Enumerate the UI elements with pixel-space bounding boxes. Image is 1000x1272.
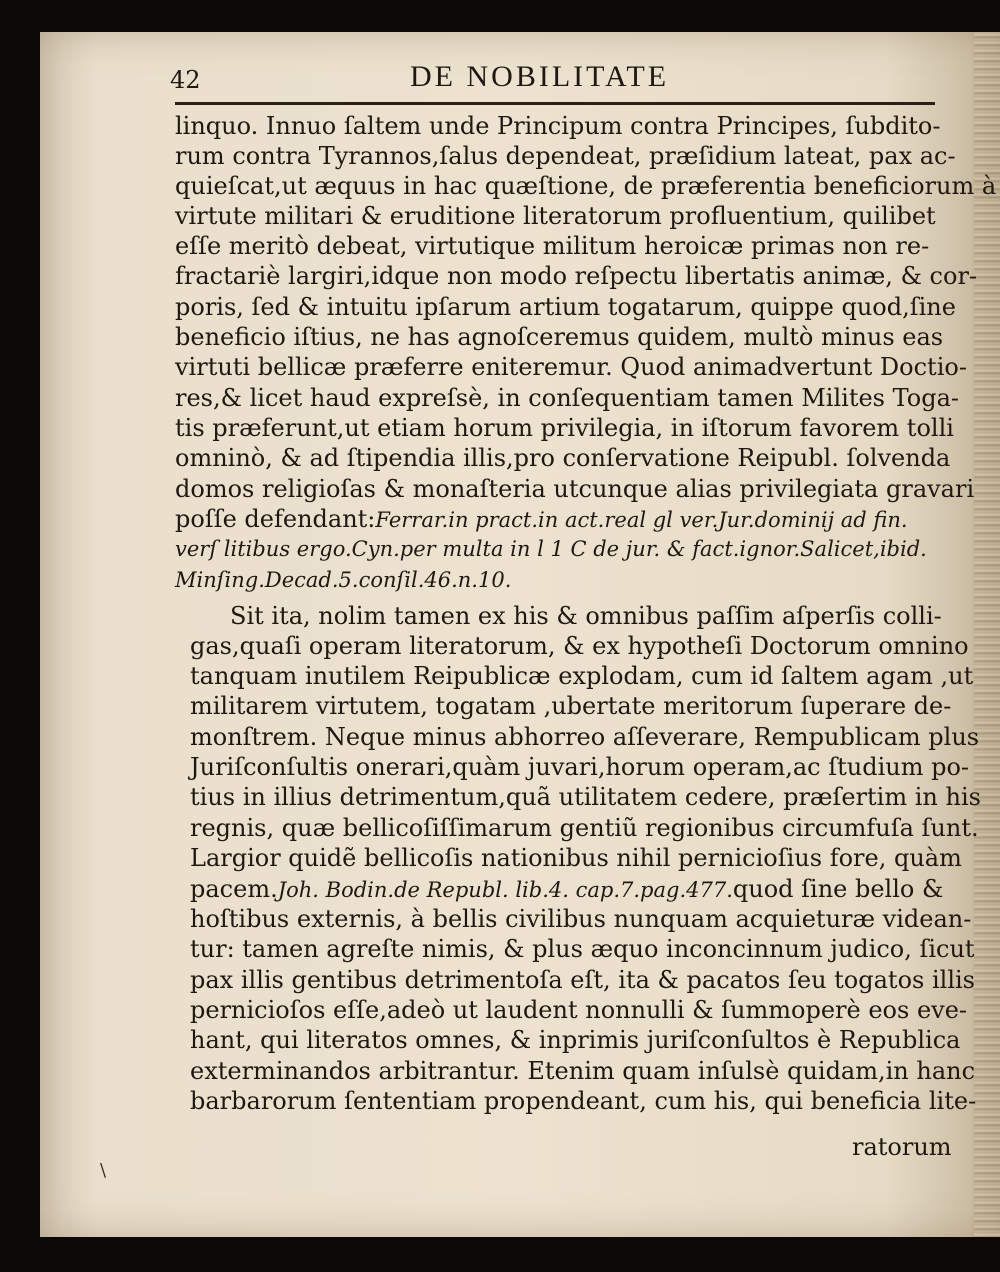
text-line: tur: tamen agreſte nimis, & plus æquo inconcinnum judico, ſicut <box>190 935 975 963</box>
text-segment: quod ſine bello & <box>732 875 944 903</box>
text-segment: poſſe defendant: <box>175 505 376 533</box>
page-number: 42 <box>170 66 201 94</box>
margin-mark: \ <box>100 1160 107 1181</box>
text-line: eſſe meritò debeat, virtutique militum heroicæ primas non re- <box>175 232 930 260</box>
text-line: pernicioſos eſſe,adeò ut laudent nonnulli & ſummoperè eos eve- <box>190 996 968 1024</box>
text-line: quieſcat,ut æquus in hac quæſtione, de præferentia beneficiorum à <box>175 172 997 200</box>
text-line: regnis, quæ bellicoſiſſimarum gentiũ regionibus circumfuſa ſunt. <box>190 814 979 842</box>
text-line: monſtrem. Neque minus abhorreo aſſeverare, Rempublicam plus <box>190 723 980 751</box>
text-line: pax illis gentibus detrimentoſa eſt, ita & pacatos ſeu togatos illis <box>190 966 975 994</box>
citation-line: Minſing.Decad.5.conſil.46.n.10. <box>175 568 512 592</box>
citation-line: verſ litibus ergo.Cyn.per multa in l 1 C de jur. & fact.ignor.Salicet,ibid. <box>175 537 927 561</box>
text-line: omninò, & ad ſtipendia illis,pro conſervatione Reipubl. ſolvenda <box>175 444 951 472</box>
text-line: hant, qui literatos omnes, & inprimis juriſconſultos è Republica <box>190 1026 961 1054</box>
text-line: virtuti bellicæ præferre eniteremur. Quod animadvertunt Doctio- <box>175 353 967 381</box>
text-line: hoſtibus externis, à bellis civilibus nunquam acquieturæ videan- <box>190 905 972 933</box>
text-line: Sit ita, nolim tamen ex his & omnibus paſſim aſperſis colli- <box>230 602 942 630</box>
text-line: gas,quaſi operam literatorum, & ex hypotheſi Doctorum omnino <box>190 632 969 660</box>
text-line: tius in illius detrimentum,quã utilitatem cedere, præſertim in his <box>190 783 981 811</box>
citation-italic: Ferrar.in pract.in act.real gl ver.Jur.dominij ad fin. <box>375 508 908 532</box>
text-line: exterminandos arbitrantur. Etenim quam inſulsè quidam,in hanc <box>190 1057 976 1085</box>
text-line: tanquam inutilem Reipublicæ explodam, cum id ſaltem agam ,ut <box>190 662 974 690</box>
text-line <box>175 505 908 534</box>
text-line: Largior quidẽ bellicoſis nationibus nihil pernicioſius fore, quàm <box>190 844 962 872</box>
text-line: fractariè largiri,idque non modo reſpectu libertatis animæ, & cor- <box>175 262 978 290</box>
citation-italic: Joh. Bodin.de Republ. lib.4. cap.7.pag.477. <box>277 878 733 902</box>
body-text <box>40 32 1000 1237</box>
catchword: ratorum <box>852 1133 952 1161</box>
text-line: rum contra Tyrannos,ſalus dependeat, præſidium lateat, pax ac- <box>175 142 956 170</box>
text-segment: pacem. <box>190 875 278 903</box>
text-line: res,& licet haud expreſsè, in conſequentiam tamen Milites Toga- <box>175 384 959 412</box>
text-line: barbarorum ſententiam propendeant, cum his, qui beneficia lite- <box>190 1087 977 1115</box>
text-line: militarem virtutem, togatam ,ubertate meritorum ſuperare de- <box>190 692 952 720</box>
running-title: DE NOBILITATE <box>410 60 670 93</box>
text-line: Juriſconſultis onerari,quàm juvari,horum operam,ac ſtudium po- <box>190 753 970 781</box>
text-line: beneficio iſtius, ne has agnoſceremus quidem, multò minus eas <box>175 323 944 351</box>
book-page <box>40 32 1000 1237</box>
text-line: domos religioſas & monaſteria utcunque alias privilegiata gravari <box>175 475 975 503</box>
text-line <box>190 875 943 904</box>
text-line: poris, ſed & intuitu ipſarum artium togatarum, quippe quod,ſine <box>175 293 956 321</box>
text-line: virtute militari & eruditione literatorum profluentium, quilibet <box>175 202 936 230</box>
text-line: linquo. Innuo ſaltem unde Principum contra Principes, ſubdito- <box>175 112 941 140</box>
text-line: tis præferunt,ut etiam horum privilegia, in iſtorum favorem tolli <box>175 414 954 442</box>
